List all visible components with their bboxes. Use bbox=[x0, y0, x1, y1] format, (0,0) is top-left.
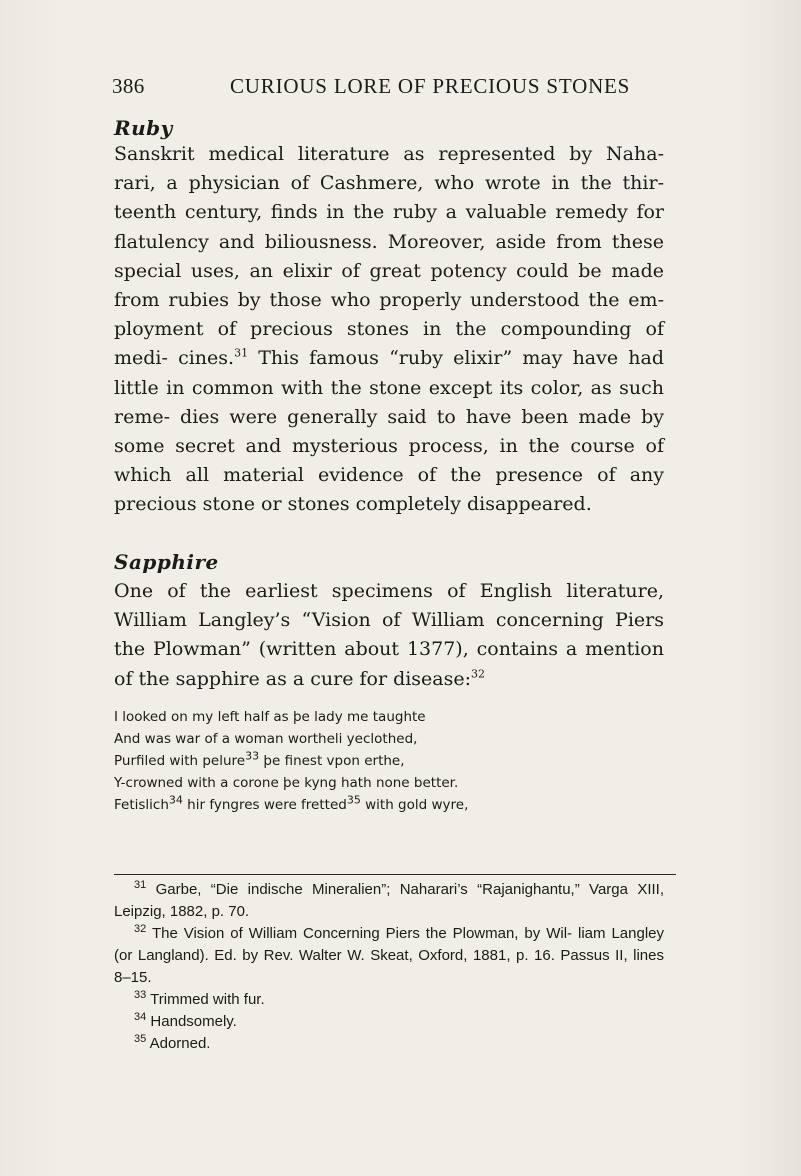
sapphire-paragraph bbox=[114, 577, 664, 694]
footnote-number: 35 bbox=[134, 1033, 147, 1045]
ruby-paragraph-text-cont: This famous “ruby elixir” may have had little in common with the stone except its color, as such reme- dies were generally said to have been made by some secret and mysterious process, in the course of which all material evidence of the presence of any precious stone or stones completely disappeared. bbox=[114, 347, 664, 516]
sapphire-paragraph-text: One of the earliest specimens of English literature, William Langley’s “Vision of William concerning Piers the Plowman” (written about 1377), contains a mention of the sapphire as a cure for disease: bbox=[114, 580, 664, 690]
footnote-text: Garbe, “Die indische Mineralien”; Naharari’s “Rajanighantu,” Varga XIII, Leipzig, 1882, p. 70. bbox=[114, 881, 664, 920]
section-heading-sapphire: Sapphire bbox=[114, 550, 219, 574]
section-heading-ruby: Ruby bbox=[114, 116, 173, 140]
footnote-text: Handsomely. bbox=[150, 1013, 237, 1030]
footnote-number: 32 bbox=[134, 923, 147, 935]
page-number: 386 bbox=[112, 74, 145, 98]
verse-line: And was war of a woman wortheli yeclothed, bbox=[114, 731, 418, 747]
ruby-paragraph-text: Sanskrit medical literature as represented by Naha- rari, a physician of Cashmere, who wrote in the thir- teenth century, finds in the ruby a valuable remedy for flatulency and biliousness. Moreover, aside from these special uses, an elixir of great potency could be made from rubies by those who properly understood the em- ployment of precious stones in the compounding of medi- cines. bbox=[114, 143, 664, 370]
running-title: CURIOUS LORE OF PRECIOUS STONES bbox=[230, 74, 631, 98]
footnotes bbox=[114, 879, 664, 1055]
footnote-ref: 35 bbox=[346, 793, 361, 807]
ruby-paragraph bbox=[114, 140, 664, 520]
verse-line: Y-crowned with a corone þe kyng hath none better. bbox=[114, 775, 459, 791]
footnote bbox=[114, 989, 664, 1011]
footnote bbox=[114, 923, 664, 989]
footnote-ref: 31 bbox=[234, 347, 249, 361]
footnote-text: Trimmed with fur. bbox=[150, 991, 265, 1008]
footnote-text: The Vision of William Concerning Piers the Plowman, by Wil- liam Langley (or Langland). Ed. by Rev. Walter W. Skeat, Oxford, 1881, p. 16. Passus II, lines 8–15. bbox=[114, 925, 664, 986]
footnote bbox=[114, 1011, 664, 1033]
verse-quotation bbox=[114, 706, 674, 816]
footnote-ref: 33 bbox=[245, 749, 260, 763]
footnote-number: 34 bbox=[134, 1011, 147, 1023]
footnote-ref: 34 bbox=[168, 793, 183, 807]
footnote-number: 31 bbox=[134, 879, 147, 891]
verse-line: I looked on my left half as þe lady me taughte bbox=[114, 709, 426, 725]
verse-line: Purfiled with pelure$^{33}$ þe finest vpon erthe, bbox=[114, 749, 405, 769]
footnote-number: 33 bbox=[134, 989, 147, 1001]
footnote-ref: 32 bbox=[471, 667, 486, 681]
footnote bbox=[114, 879, 664, 923]
footnote-divider bbox=[114, 874, 676, 875]
verse-line: Fetislich$^{34}$ hir fyngres were fretted$^{35}$ with gold wyre, bbox=[114, 793, 469, 813]
footnote-text: Adorned. bbox=[149, 1035, 211, 1052]
running-head bbox=[112, 74, 672, 102]
footnote bbox=[114, 1033, 664, 1055]
